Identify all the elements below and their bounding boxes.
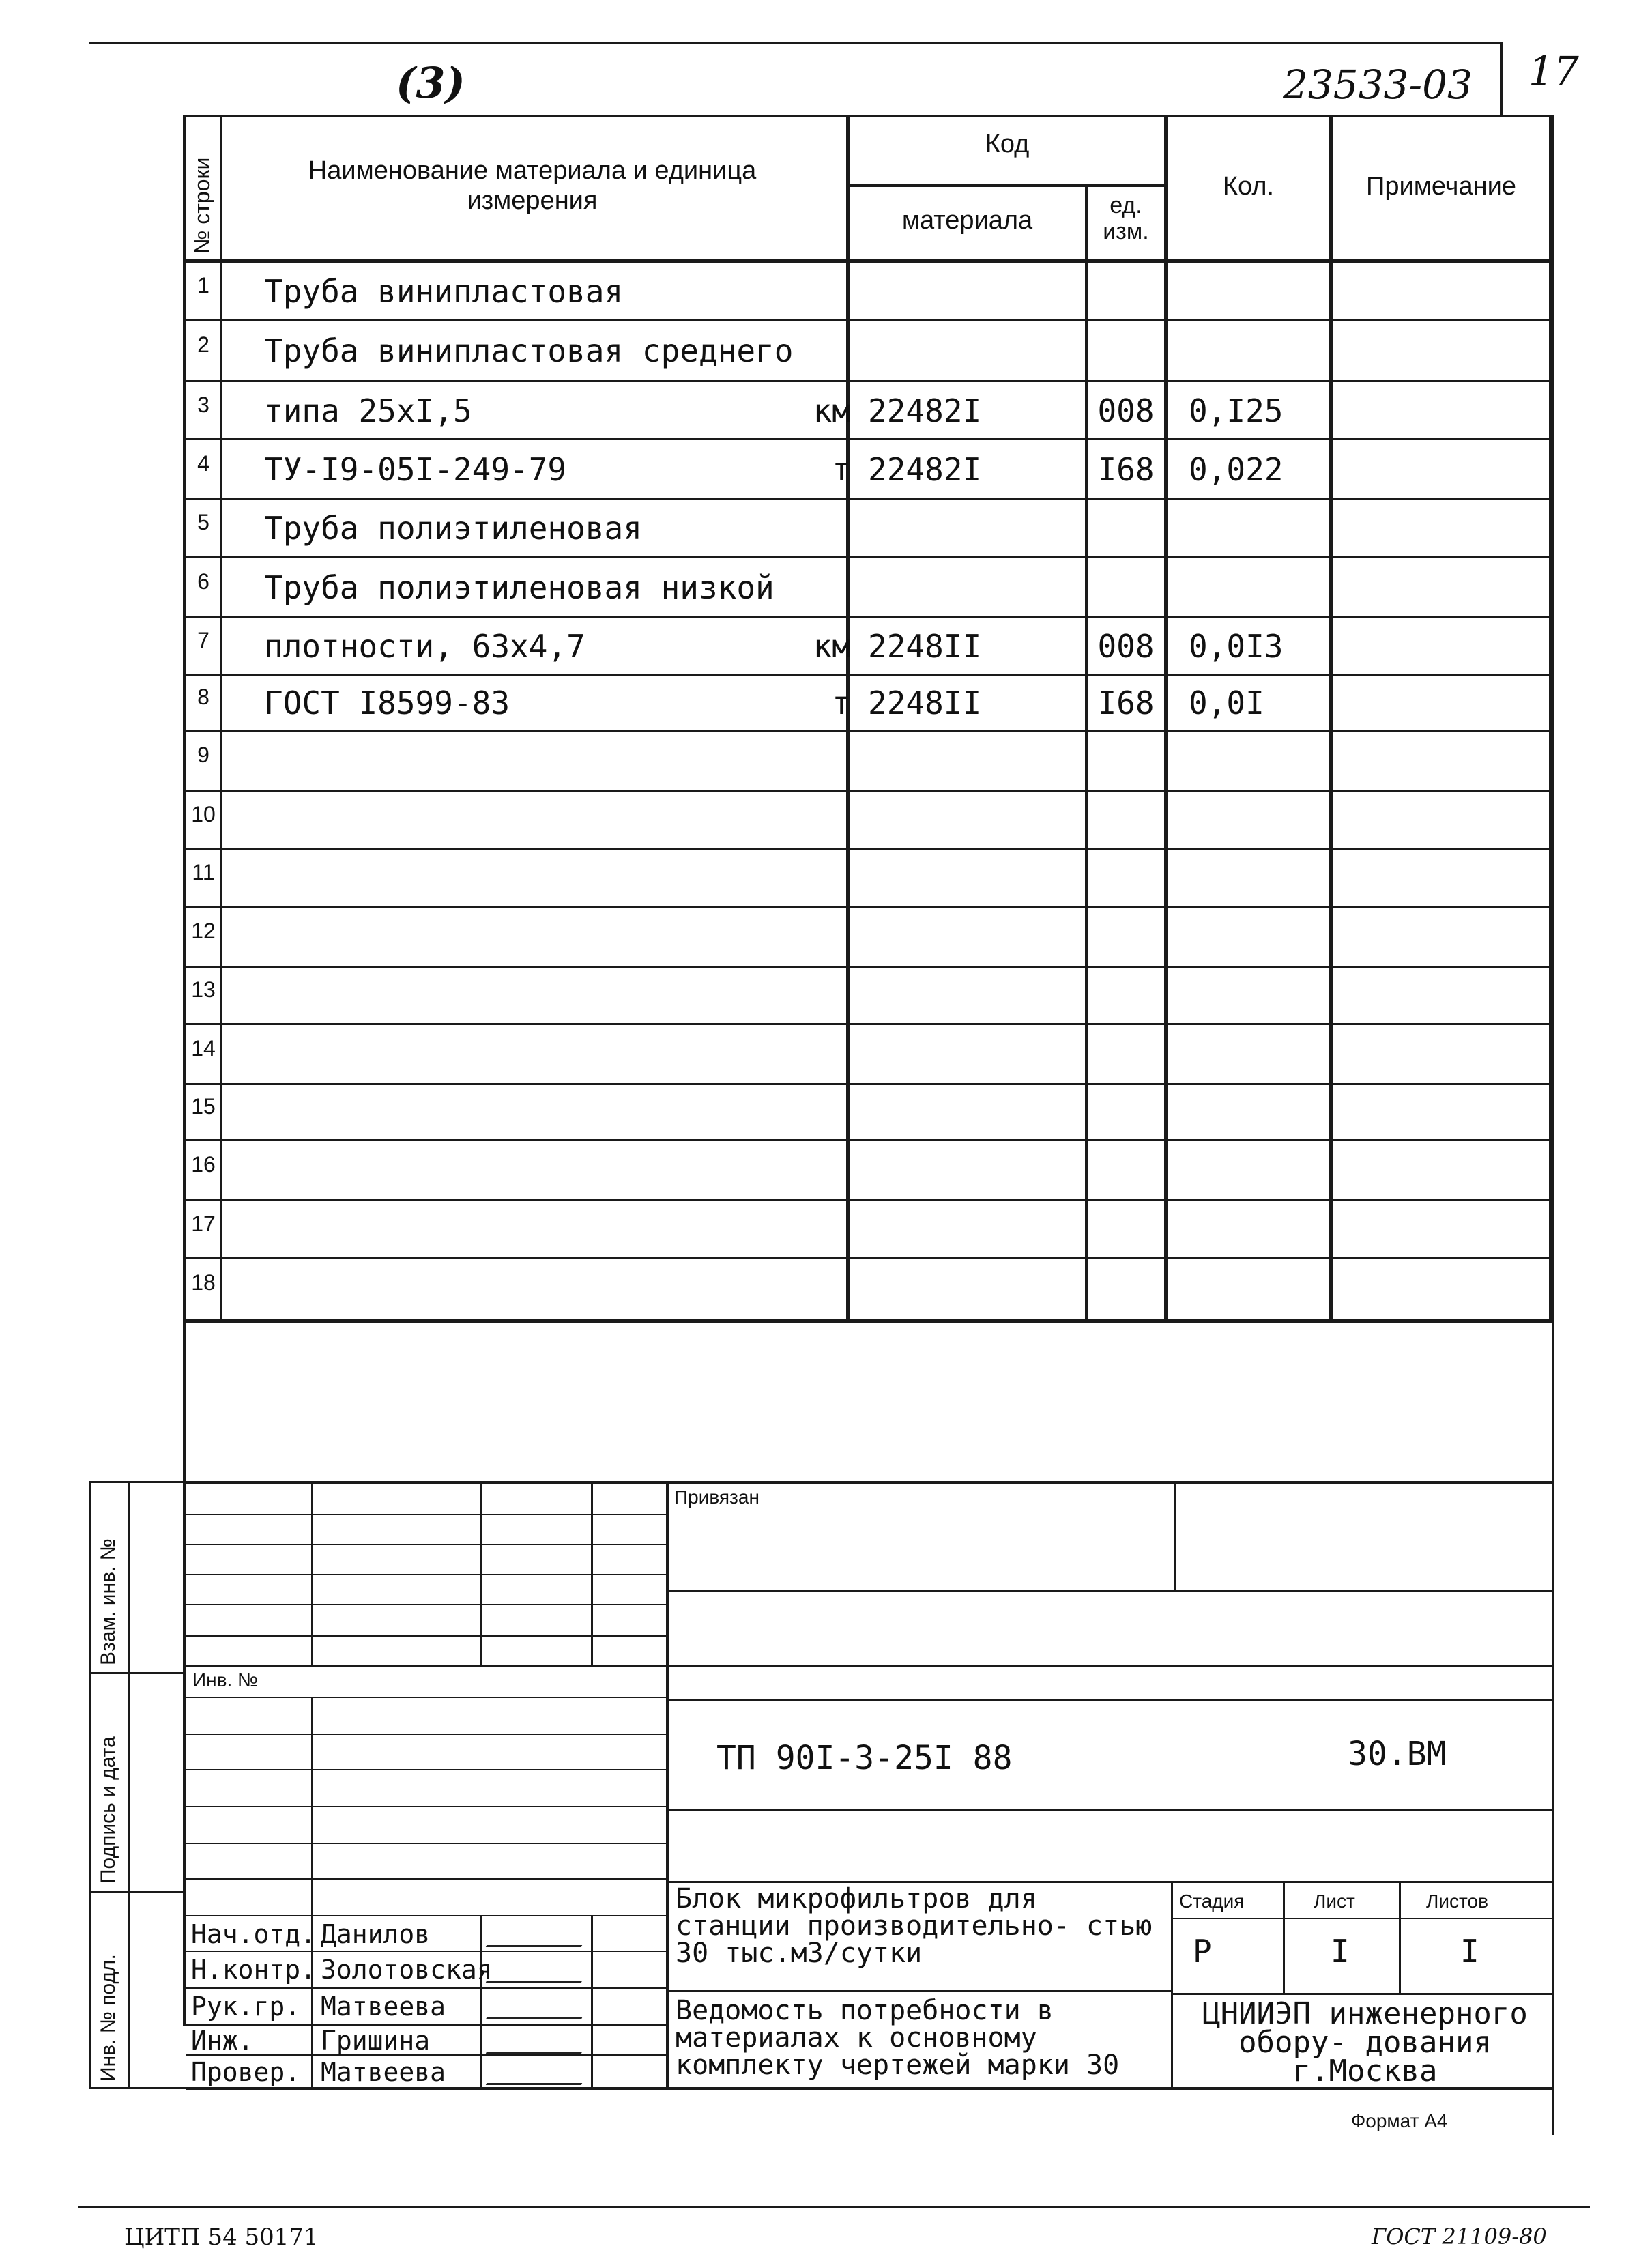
material-code: 22482I (868, 392, 982, 429)
table-row (186, 440, 1552, 500)
sheet-value: I (1331, 1933, 1350, 1970)
footer-right: ГОСТ 21109-80 (1372, 2224, 1547, 2249)
side-label-vzam-inv: Взам. инв. № (97, 1538, 119, 1665)
document-number: 23533-03 (1283, 61, 1473, 108)
material-code: 22482I (868, 450, 982, 488)
doc-mark: 30.ВМ (1348, 1735, 1447, 1773)
row-number: 11 (192, 859, 215, 885)
table-row (186, 850, 1552, 908)
document-subtitle: Ведомость потребности в материалах к основному комплекту чертежей марки 30 (676, 1995, 1120, 2081)
sheets-label: Листов (1426, 1891, 1488, 1912)
table-row (186, 382, 1552, 440)
signature (486, 2030, 592, 2054)
row-number: 17 (191, 1211, 216, 1236)
sheet-label: Лист (1314, 1891, 1355, 1912)
row-number: 18 (191, 1269, 216, 1295)
row-number: 2 (197, 332, 209, 357)
row-number: 10 (191, 801, 216, 826)
material-unit: т (832, 450, 851, 488)
quantity: 0,I25 (1189, 392, 1284, 429)
signature (486, 2061, 592, 2085)
material-name: типа 25хI,5 (264, 392, 472, 429)
row-number: 5 (197, 510, 209, 534)
unit-code: I68 (1097, 685, 1155, 721)
material-name: плотности, 63х4,7 (264, 627, 585, 665)
table-row (186, 1201, 1552, 1259)
signer-name: Золотовская (321, 1955, 493, 1985)
project-title: Блок микрофильтров для станции производительно- стью 30 тыс.м3/сутки (676, 1883, 1153, 1969)
table-row (186, 968, 1552, 1025)
unit-code: 008 (1097, 627, 1155, 665)
signer-role: Инж. (191, 2026, 254, 2056)
row-number: 15 (191, 1094, 216, 1119)
signature (486, 1923, 592, 1947)
doc-code: ТП 90I-3-25I 88 (716, 1739, 1013, 1777)
signer-name: Матвеева (321, 1992, 446, 2022)
signer-name: Матвеева (321, 2057, 446, 2087)
table-row (186, 1025, 1552, 1085)
material-unit: км (813, 627, 851, 665)
privyazan-label: Привязан (674, 1486, 759, 1508)
side-label-podpis-data: Подпись и дата (97, 1736, 119, 1884)
header-row-number: № строки (190, 157, 214, 254)
material-name: Труба полиэтиленовая (264, 510, 642, 547)
sheet-mark: (3) (396, 58, 465, 108)
table-row (186, 1141, 1552, 1201)
organization: ЦНИИЭП инженерного обору- дования г.Москва (1202, 1996, 1528, 2088)
material-name: ГОСТ I8599-83 (264, 685, 510, 721)
table-row (186, 263, 1552, 321)
row-number: 9 (197, 743, 209, 767)
table-row (186, 558, 1552, 618)
quantity: 0,0I3 (1189, 627, 1284, 665)
material-name: Труба полиэтиленовая низкой (264, 569, 774, 606)
header-code-material: материала (901, 206, 1033, 235)
row-number: 4 (197, 450, 209, 476)
signer-role: Н.контр. (191, 1955, 317, 1985)
stage-value: Р (1193, 1933, 1212, 1970)
table-row (186, 618, 1552, 676)
inv-no-label: Инв. № (192, 1669, 259, 1691)
material-code: 2248II (868, 627, 982, 665)
signature (486, 1996, 592, 2019)
table-row (186, 1085, 1552, 1141)
table-row (186, 732, 1552, 792)
header-material-name: Наименование материала и единица измерения (308, 156, 757, 215)
header-code: Код (985, 130, 1030, 158)
header-note: Примечание (1366, 172, 1516, 201)
table-row (186, 676, 1552, 732)
side-label-inv-podl: Инв. № подл. (97, 1954, 119, 2082)
row-number: 16 (191, 1152, 216, 1177)
material-name: ТУ-I9-05I-249-79 (264, 450, 567, 488)
row-number: 3 (197, 392, 209, 417)
row-number: 7 (197, 627, 209, 652)
row-number: 14 (191, 1036, 216, 1061)
format-label: Формат А4 (1351, 2110, 1448, 2131)
quantity: 0,0I (1189, 685, 1264, 721)
unit-code: I68 (1097, 450, 1155, 488)
signer-role: Провер. (191, 2057, 301, 2087)
material-unit: км (813, 392, 851, 429)
stage-label: Стадия (1179, 1891, 1245, 1912)
header-quantity: Кол. (1222, 172, 1275, 201)
row-number: 1 (197, 272, 209, 298)
table-row (186, 500, 1552, 558)
signature (486, 1959, 592, 1983)
unit-code: 008 (1097, 392, 1155, 429)
signer-name: Гришина (321, 2026, 431, 2056)
quantity: 0,022 (1189, 450, 1284, 488)
table-row (186, 321, 1552, 382)
table-row (186, 1259, 1552, 1319)
signer-name: Данилов (321, 1919, 431, 1949)
material-name: Труба винипластовая (264, 272, 624, 310)
row-number: 6 (197, 569, 209, 594)
sheets-value: I (1460, 1933, 1479, 1970)
table-row (186, 908, 1552, 968)
signer-role: Нач.отд. (191, 1919, 317, 1949)
material-unit: т (832, 685, 851, 721)
footer-left: ЦИТП 54 50171 (124, 2224, 319, 2251)
page-number: 17 (1528, 48, 1579, 94)
signer-role: Рук.гр. (191, 1992, 301, 2022)
material-name: Труба винипластовая среднего (264, 332, 794, 369)
row-number: 13 (191, 977, 216, 1002)
row-number: 12 (191, 919, 216, 943)
header-code-unit: ед. изм. (1103, 192, 1149, 244)
material-code: 2248II (868, 685, 982, 721)
table-row (186, 792, 1552, 850)
row-number: 8 (197, 685, 209, 709)
